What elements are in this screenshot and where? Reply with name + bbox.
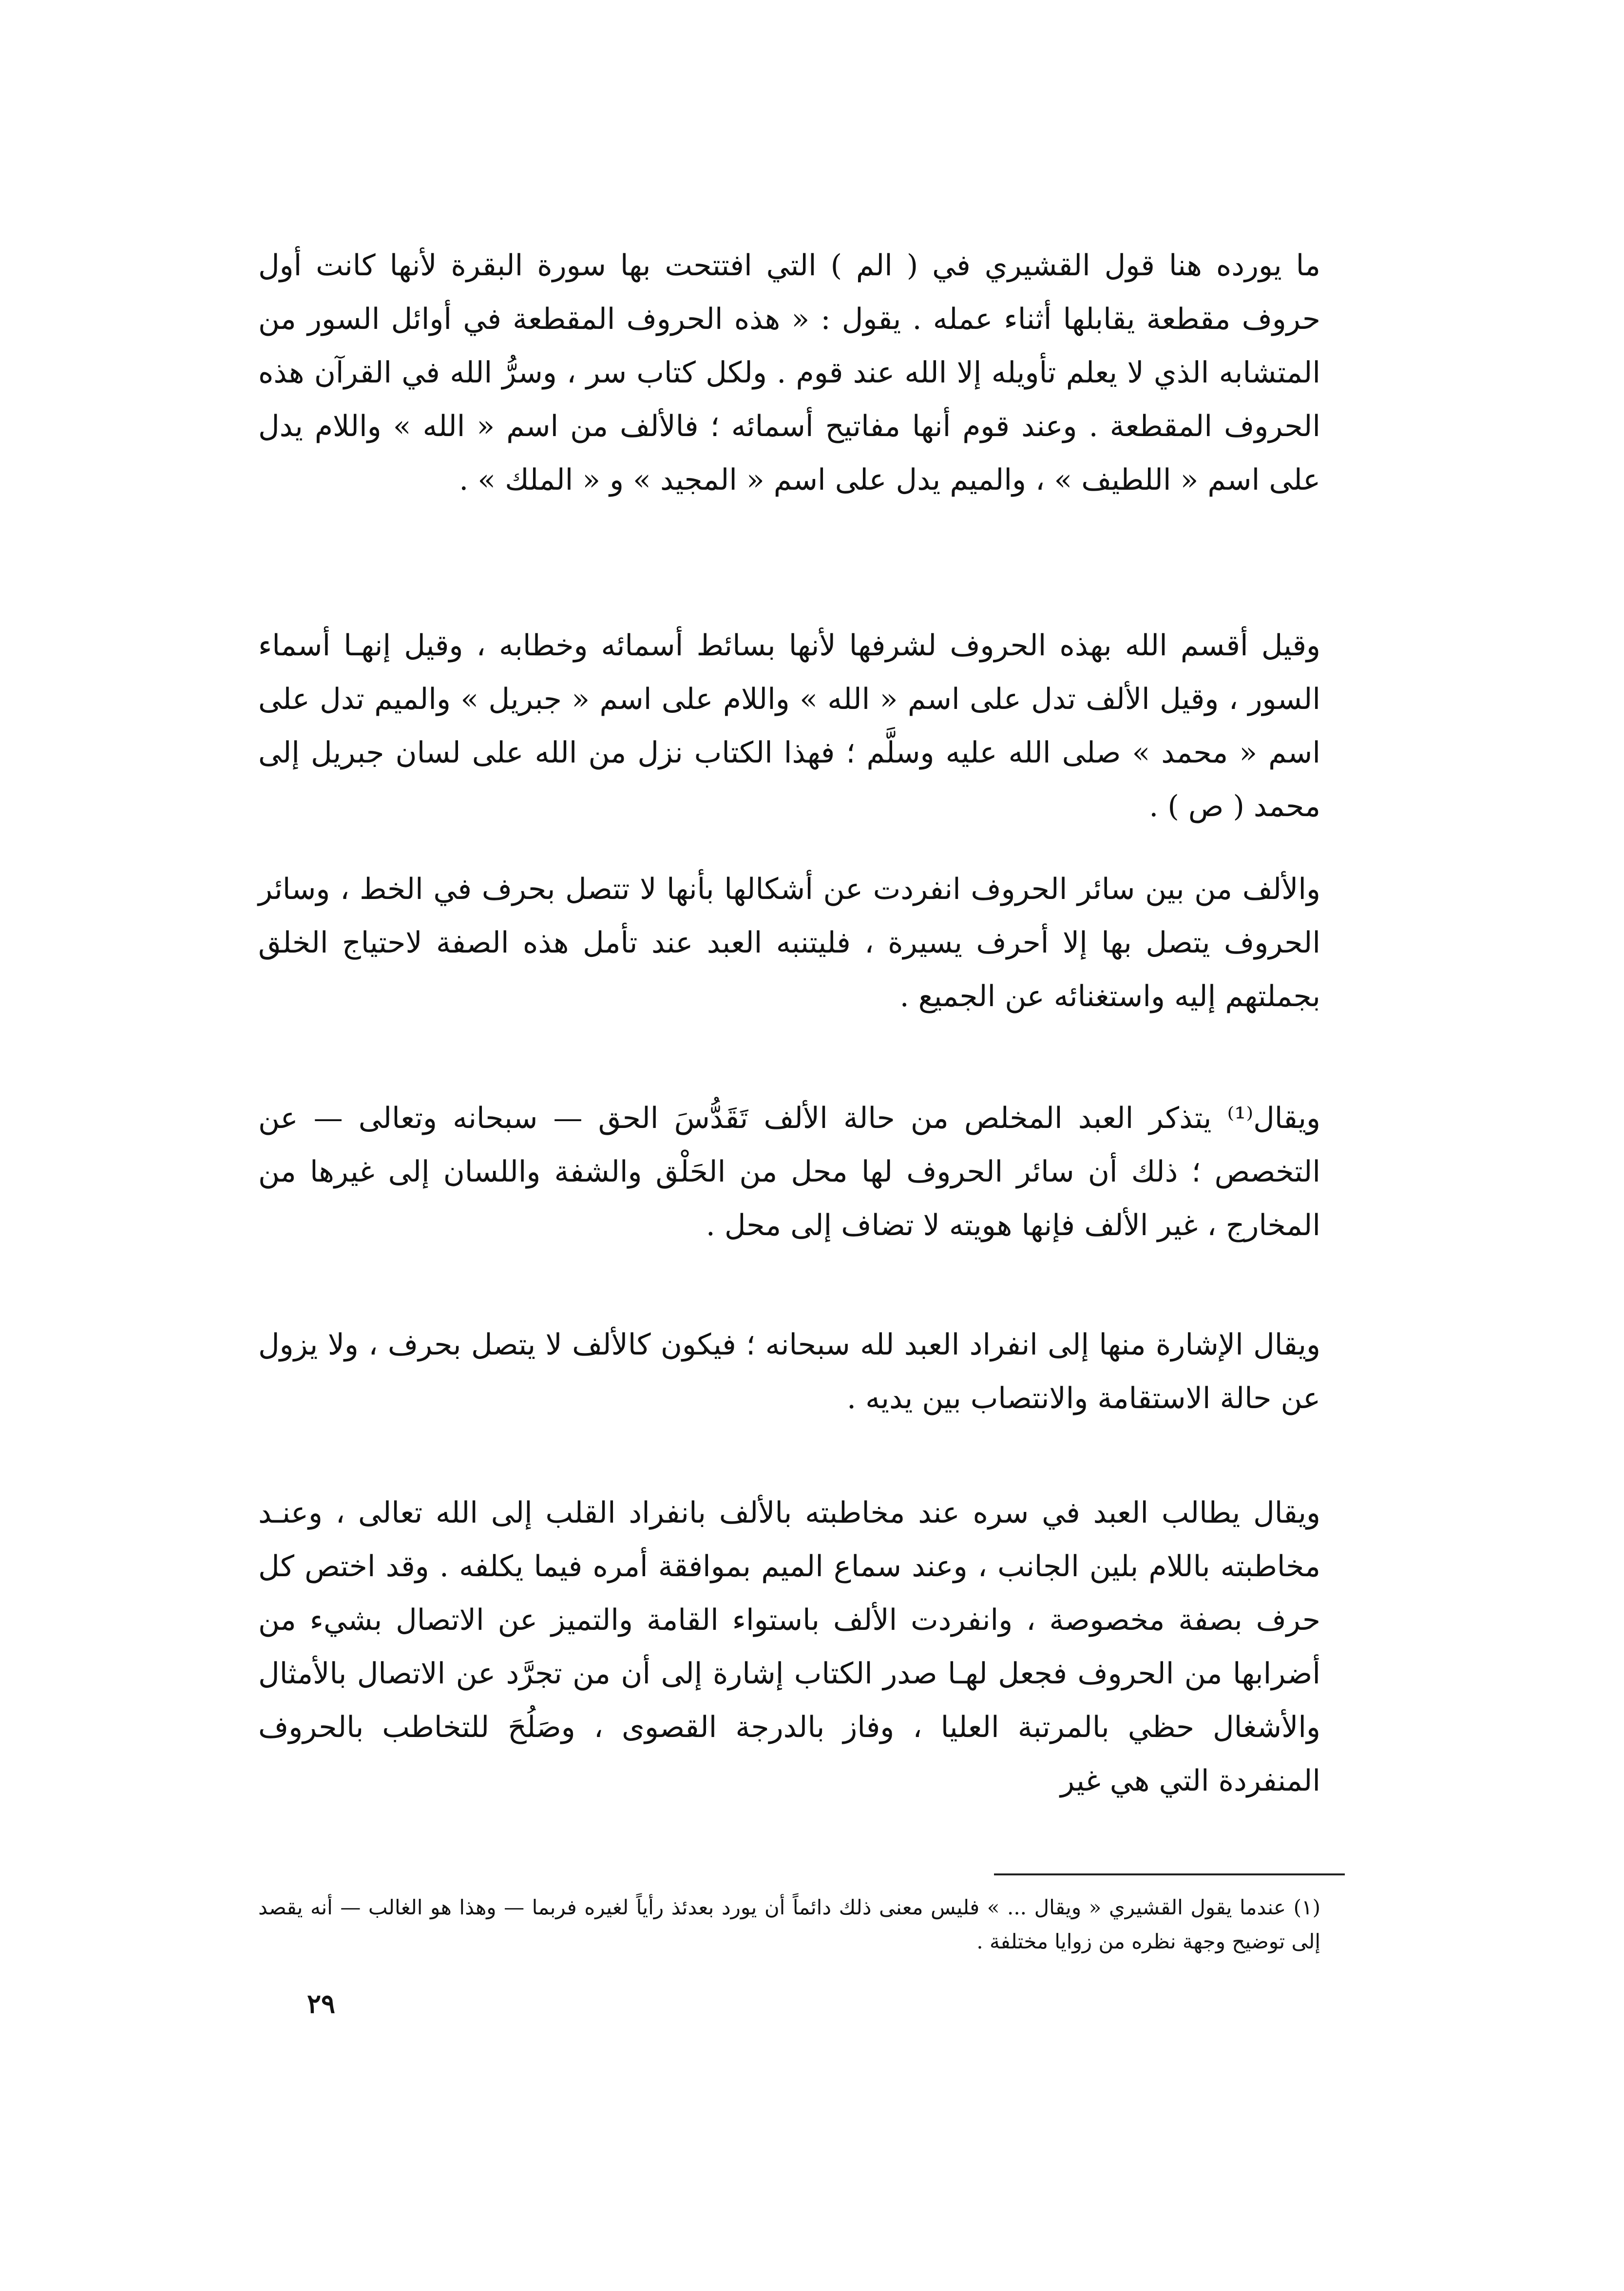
body-paragraph-4: ويقال⁽¹⁾ يتذكر العبد المخلص من حالة الألف تَقَدُّسَ الحق — سبحانه وتعالى — عن التخصص ؛ ذلك أن سائر الحروف لها محل من الحَلْق والشفة واللسان إلى غيرها من المخارج ، غير الألف فإنها هويته لا تضاف إلى محل . bbox=[258, 1101, 1320, 1242]
body-paragraph-3: والألف من بين سائر الحروف انفردت عن أشكالها بأنها لا تتصل بحرف في الخط ، وسائر الحروف يتصل بها إلا أحرف يسيرة ، فليتنبه العبد عند تأمل هذه الصفة لاحتياج الخلق بجملتهم إليه واستغنائه عن الجميع . bbox=[258, 872, 1320, 1013]
footnote-divider bbox=[994, 1873, 1345, 1875]
body-paragraph-5: ويقال الإشارة منها إلى انفراد العبد لله سبحانه ؛ فيكون كالألف لا يتصل بحرف ، ولا يزول عن حالة الاستقامة والانتصاب بين يديه . bbox=[258, 1328, 1320, 1415]
page-number: ٢٩ bbox=[307, 1988, 336, 2019]
body-paragraph-1: ما يورده هنا قول القشيري في ( الم ) التي افتتحت بها سورة البقرة لأنها كانت أول حروف مقطعة يقابلها أثناء عمله . يقول : « هذه الحروف المقطعة في أوائل السور من المتشابه الذي لا يعلم تأويله إلا الله عند قوم . ولكل كتاب سر ، وسرُّ الله في القرآن هذه الحروف المقطعة . وعند قوم أنها مفاتيح أسمائه ؛ فالألف من اسم « الله » واللام يدل على اسم « اللطيف » ، والميم يدل على اسم « المجيد » و « الملك » . bbox=[258, 248, 1320, 497]
body-paragraph-6: ويقال يطالب العبد في سره عند مخاطبته بالألف بانفراد القلب إلى الله تعالى ، وعنـد مخاطبته باللام بلين الجانب ، وعند سماع الميم بموافقة أمره فيما يكلفه . وقد اختص كل حرف بصفة مخصوصة ، وانفردت الألف باستواء القامة والتميز عن الاتصال بشيء من أضرابها من الحروف فجعل لهـا صدر الكتاب إشارة إلى أن من تجرَّد عن الاتصال بالأمثال والأشغال حظي بالمرتبة العليا ، وفاز بالدرجة القصوى ، وصَلُحَ للتخاطب بالحروف المنفردة التي هي غير bbox=[258, 1496, 1320, 1798]
footnote: (١) عندما يقول القشيري « ويقال ... » فليس معنى ذلك دائماً أن يورد بعدئذ رأياً لغيره فربما — وهذا هو الغالب — أنه يقصد إلى توضيح وجهة نظره من زوايا مختلفة . bbox=[258, 1895, 1320, 1953]
body-paragraph-2: وقيل أقسم الله بهذه الحروف لشرفها لأنها بسائط أسمائه وخطابه ، وقيل إنهـا أسماء السور ، وقيل الألف تدل على اسم « الله » واللام على اسم « جبريل » والميم تدل على اسم « محمد » صلى الله عليه وسلَّم ؛ فهذا الكتاب نزل من الله على لسان جبريل إلى محمد ( ص ) . bbox=[258, 629, 1320, 823]
